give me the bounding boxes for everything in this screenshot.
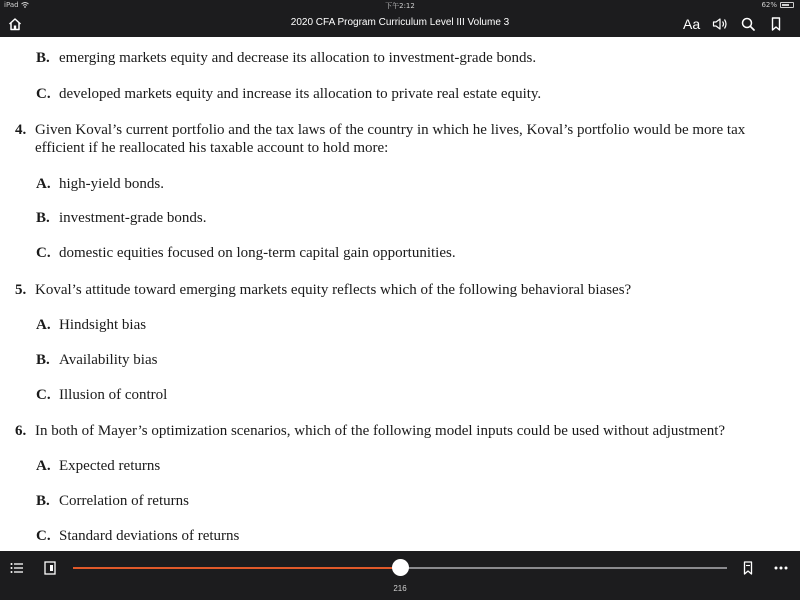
option-letter: A. [36,317,51,333]
option-text: Availability bias [59,352,158,368]
page-thumbnail-icon[interactable] [44,559,56,577]
option-text: Expected returns [59,458,161,474]
answer-option [36,316,146,334]
option-letter: A. [36,176,51,192]
option-letter: B. [36,210,50,226]
option-text: Illusion of control [59,387,168,403]
question-number: 6. [15,423,27,439]
option-letter: C. [36,528,51,544]
answer-option [36,457,160,475]
answer-option [36,386,167,404]
question-number: 4. [15,122,27,138]
clock: 下午2:12 [385,2,415,10]
page-number: 216 [393,584,407,593]
book-title: 2020 CFA Program Curriculum Level III Volume 3 [290,17,510,28]
option-text: Correlation of returns [59,493,189,509]
option-letter: C. [36,245,51,261]
option-text: emerging markets equity and decrease its allocation to investment-grade bonds. [59,50,537,66]
option-letter: B. [36,50,50,66]
option-letter: C. [36,86,51,102]
more-options-icon[interactable] [774,559,788,577]
page-content [0,37,800,551]
option-letter: C. [36,387,51,403]
question-text: Given Koval’s current portfolio and the tax laws of the country in which he lives, Koval’s portfolio would be more tax efficient if he reallocated his taxable account to hold more: [35,122,746,156]
battery-status [761,1,794,9]
option-letter: A. [36,458,51,474]
answer-option [36,209,206,227]
device-name: iPad [4,1,19,9]
answer-option [36,175,164,193]
question [15,422,725,440]
question-number: 5. [15,282,27,298]
font-settings-button[interactable]: Aa [683,16,701,32]
speaker-icon[interactable] [712,15,728,33]
answer-option [36,527,239,545]
option-letter: B. [36,352,50,368]
bookmark-icon[interactable] [771,15,781,33]
search-icon[interactable] [741,15,755,33]
battery-percent: 62% [761,1,777,9]
option-text: investment-grade bonds. [59,210,207,226]
progress-slider-thumb[interactable] [392,559,409,576]
option-text: high-yield bonds. [59,176,164,192]
option-text: Hindsight bias [59,317,147,333]
option-text: Standard deviations of returns [59,528,240,544]
option-text: developed markets equity and increase its allocation to private real estate equity. [59,86,542,102]
reader-footer [0,551,800,600]
option-letter: B. [36,493,50,509]
answer-option [36,85,541,103]
question-text: In both of Mayer’s optimization scenarios, which of the following model inputs could be used without adjustment? [35,423,726,439]
question [15,281,631,299]
answer-option [36,244,456,262]
app-header [0,11,800,37]
progress-fill [73,567,400,569]
question-text: Koval’s attitude toward emerging markets equity reflects which of the following behavioral biases? [35,282,632,298]
status-bar [0,0,800,11]
answer-option [36,351,157,369]
table-of-contents-icon[interactable] [10,559,24,577]
bookmarks-list-icon[interactable] [743,559,753,577]
question [15,121,790,157]
option-text: domestic equities focused on long-term capital gain opportunities. [59,245,456,261]
answer-option [36,492,189,510]
battery-icon [780,2,794,8]
answer-option [36,49,536,67]
